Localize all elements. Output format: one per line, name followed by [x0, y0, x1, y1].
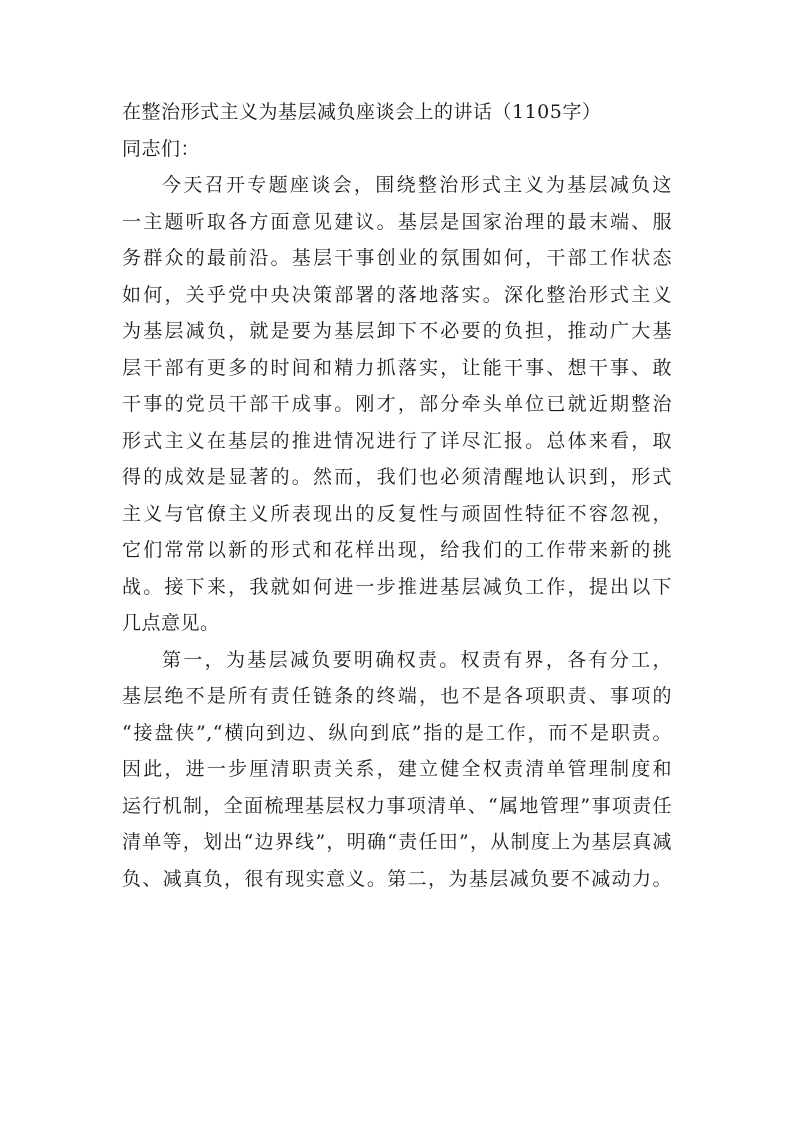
paragraph-line: 一主题听取各方面意见建议。基层是国家治理的最末端、服 [122, 210, 672, 233]
paragraph-line: 几点意见。 [122, 612, 220, 634]
paragraph-line: “接盘侠”,“横向到边、纵向到底”指的是工作，而不是职责。 [122, 721, 672, 744]
paragraph-line: 基层绝不是所有责任链条的终端，也不是各项职责、事项的 [122, 685, 672, 707]
paragraph-line: 如何，关乎党中央决策部署的落地落实。深化整治形式主义 [122, 283, 672, 306]
paragraph-line: 务群众的最前沿。基层干事创业的氛围如何，干部工作状态 [122, 247, 672, 269]
paragraph-2 [122, 642, 672, 898]
paragraph-line: 它们常常以新的形式和花样出现，给我们的工作带来新的挑 [122, 539, 672, 561]
paragraph-line: 干事的党员干部干成事。刚才，部分牵头单位已就近期整治 [122, 393, 672, 415]
paragraph-line: 因此，进一步厘清职责关系，建立健全权责清单管理制度和 [122, 758, 672, 780]
paragraph-line: 今天召开专题座谈会，围绕整治形式主义为基层减负这 [162, 174, 672, 196]
document-page [122, 94, 672, 897]
paragraph-1 [122, 167, 672, 642]
paragraph-line: 为基层减负，就是要为基层卸下不必要的负担，推动广大基 [122, 320, 672, 342]
paragraph-line: 运行机制，全面梳理基层权力事项清单、“属地管理”事项责任 [122, 794, 672, 817]
paragraph-line: 形式主义在基层的推进情况进行了详尽汇报。总体来看，取 [122, 429, 672, 452]
paragraph-line: 战。接下来，我就如何进一步推进基层减负工作，提出以下 [122, 575, 672, 598]
paragraph-line: 第一，为基层减负要明确权责。权责有界，各有分工， [162, 648, 672, 671]
paragraph-line: 得的成效是显著的。然而，我们也必须清醒地认识到，形式 [122, 466, 672, 488]
salutation: 同志们： [122, 137, 201, 160]
document-title: 在整治形式主义为基层减负座谈会上的讲话（1105字） [122, 101, 602, 123]
paragraph-line: 清单等，划出“边界线”，明确“责任田”，从制度上为基层真减 [122, 831, 672, 853]
paragraph-line: 负、减真负，很有现实意义。第二，为基层减负要不减动力。 [122, 867, 672, 890]
paragraph-line: 主义与官僚主义所表现出的反复性与顽固性特征不容忽视， [122, 502, 672, 525]
paragraph-line: 层干部有更多的时间和精力抓落实，让能干事、想干事、敢 [122, 356, 672, 379]
